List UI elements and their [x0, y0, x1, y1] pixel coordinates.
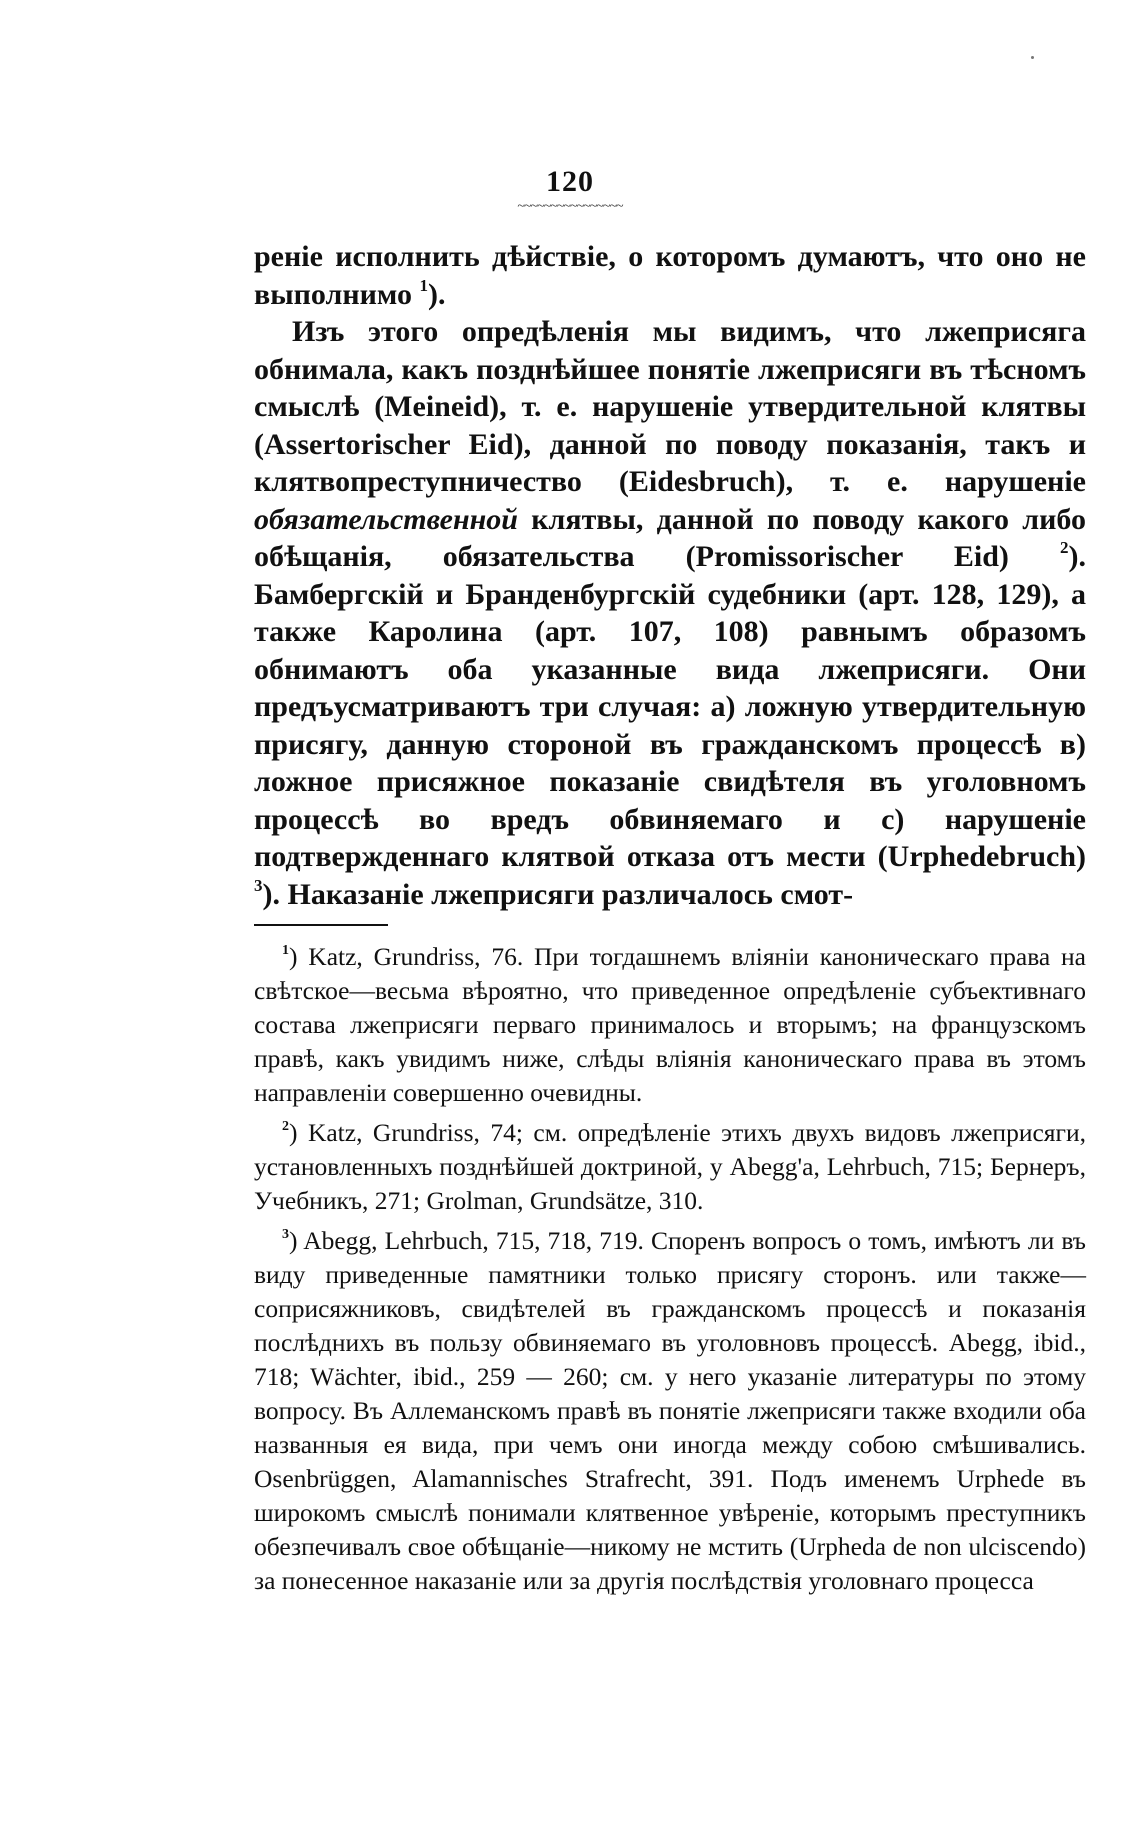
print-speck [1031, 56, 1034, 59]
main-text [254, 238, 1086, 913]
footnote-text: ) Katz, Grundriss, 76. При тогдашнемъ вліяніи каноническаго права на свѣтское—весьма вѣроятно, что приведенное опредѣленіе субъективнаго состава лжеприсяги перваго принималось и вторымъ; на французскомъ правѣ, какъ увидимъ ниже, слѣды вліянія каноническаго права въ этомъ направленіи совершенно очевидны. [254, 942, 1086, 1107]
paragraph-text-c: ). Бамбергскій и Бранденбургскій судебники (арт. 128, 129), а также Каролина (арт. 107, 108) равнымъ образомъ обнимаютъ оба указанные вида лжеприсяги. Они предъусматриваютъ три случая: a) ложную утвердительную присягу, данную стороной въ гражданскомъ процессѣ в) ложное присяжное показаніе свидѣтеля въ уголовномъ процессѣ во вредъ обвиняемаго и c) нарушеніе подтвержденнаго клятвой отказа отъ мести (Urphedebruch) [254, 540, 1086, 873]
footnote-marker: 3 [282, 1227, 289, 1242]
paragraph-continuation [254, 238, 1086, 313]
footnote-marker: 1 [282, 943, 289, 958]
emphasized-word: обязательственной [254, 502, 518, 536]
paragraph-text-b: клятвы, данной по поводу какого либо обѣщанія, обязательства (Promissorischer Eid) [254, 502, 1086, 573]
paragraph-text-a: Изъ этого опредѣленія мы видимъ, что лжеприсяга обнимала, какъ позднѣйшее понятіе лжеприсяги въ тѣсномъ смыслѣ (Meineid), т. е. нарушеніе утвердительной клятвы (Assertorischer Eid), данной по поводу показанія, такъ и клятвопреступничество (Eidesbruch), т. е. нарушеніе [254, 315, 1086, 498]
footnote-reference: 3 [254, 875, 263, 895]
footnote-reference: 1 [419, 275, 428, 295]
paragraph-text-d: ). Наказаніе лжеприсяги различалось смот- [262, 877, 854, 911]
footnote-text: ) Katz, Grundriss, 74; см. опредѣленіе этихъ двухъ видовъ лжеприсяги, установленныхъ позднѣйшей доктриной, у Abegg'a, Lehrbuch, 715; Бернеръ, Учебникъ, 271; Grolman, Grundsätze, 310. [254, 1118, 1086, 1215]
footnote [254, 940, 1086, 1110]
footnote [254, 1116, 1086, 1218]
page-number-ornament: ~~~~~~~~~~~~~~~~ [517, 199, 623, 214]
footnote-marker: 2 [282, 1119, 289, 1134]
footnote [254, 1224, 1086, 1598]
paragraph-text-end: ). [427, 277, 446, 311]
footnote-reference: 2 [1060, 538, 1069, 557]
paragraph-main [254, 313, 1086, 913]
paragraph-text: реніе исполнить дѣйствіе, о которомъ думаютъ, что оно не выполнимо [254, 240, 1086, 311]
footnotes [254, 940, 1086, 1598]
footnote-text: ) Abegg, Lehrbuch, 715, 718, 719. Споренъ вопросъ о томъ, имѣютъ ли въ виду приведенные памятники только присягу сторонъ. или также—соприсяжниковъ, свидѣтелей въ гражданскомъ процессѣ и показанія послѣднихъ въ пользу обвиняемаго въ уголовновъ процессѣ. Abegg, ibid., 718; Wächter, ibid., 259 — 260; см. у него указаніе литературы по этому вопросу. Въ Аллеманскомъ правѣ въ понятіе лжеприсяги также входили оба названныя ея вида, при чемъ они иногда между собою смѣшивались. Osenbrüggen, Alamannisches Strafrecht, 391. Подъ именемъ Urphede въ широкомъ смыслѣ понимали клятвенное увѣреніе, которымъ преступникъ обезпечивалъ свое обѣщаніе—никому не мстить (Urpheda de non ulciscendo) за понесенное наказаніе или за другія послѣдствія уголовнаго процесса [254, 1226, 1086, 1595]
page-number: 120 [546, 165, 594, 198]
footnote-divider [254, 924, 388, 926]
